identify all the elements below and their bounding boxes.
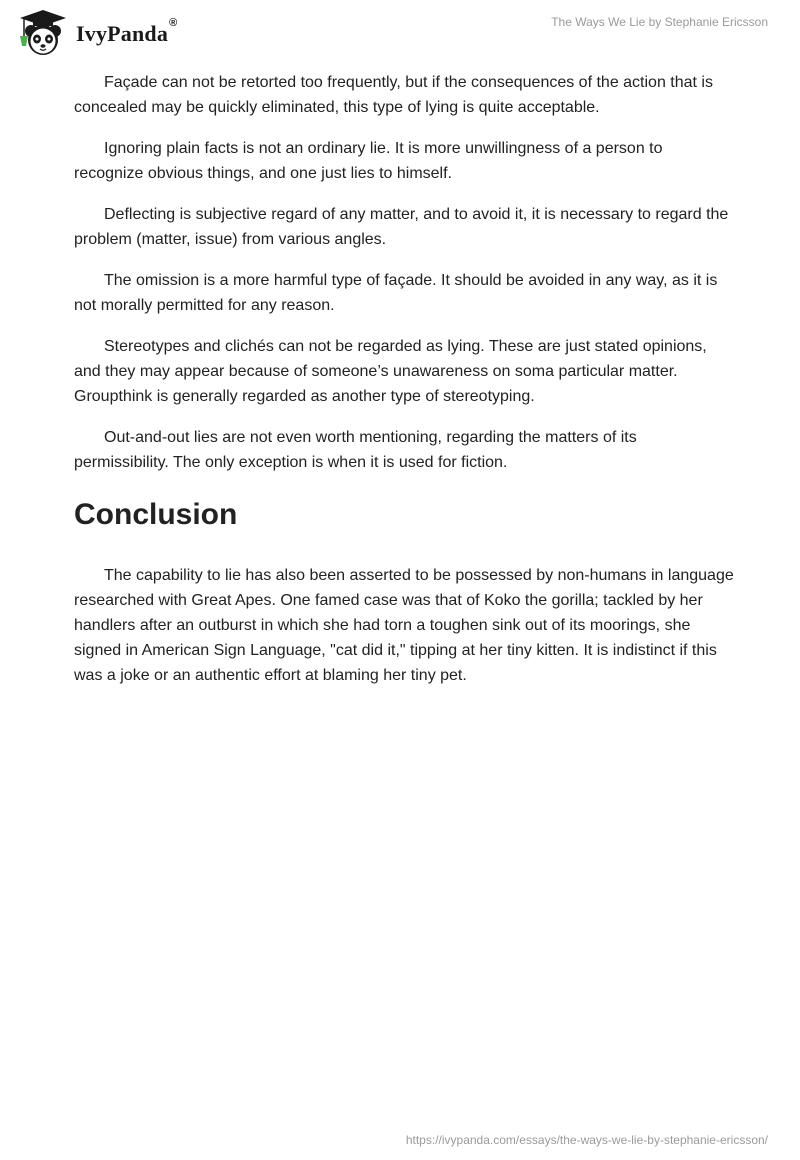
essay-content	[74, 70, 734, 704]
paragraph-omission: The omission is a more harmful type of façade. It should be avoided in any way, as it is not morally permitted for any reason.	[74, 272, 718, 314]
paragraph-stereotypes: Stereotypes and clichés can not be regarded as lying. These are just stated opinions, and they may appear because of someone’s unawareness on soma particular matter. Groupthink is generally regarded as another type of stereotyping.	[74, 338, 707, 405]
paragraph-out-and-out-lies: Out-and-out lies are not even worth mentioning, regarding the matters of its permissibility. The only exception is when it is used for fiction.	[74, 429, 637, 471]
logo-text	[76, 17, 178, 47]
document-title: The Ways We Lie by Stephanie Ericsson	[551, 15, 768, 29]
paragraph-ignoring-facts: Ignoring plain facts is not an ordinary lie. It is more unwillingness of a person to recognize obvious things, and one just lies to himself.	[74, 140, 663, 182]
conclusion-heading: Conclusion	[74, 498, 238, 531]
paragraph-facade: Façade can not be retorted too frequently, but if the consequences of the action that is concealed may be quickly eliminated, this type of lying is quite acceptable.	[74, 74, 713, 116]
panda-graduation-cap-icon	[16, 8, 70, 58]
registered-mark: ®	[169, 17, 178, 29]
logo-name: IvyPanda	[76, 21, 169, 46]
page-header	[0, 0, 800, 64]
source-url[interactable]: https://ivypanda.com/essays/the-ways-we-lie-by-stephanie-ericsson/	[405, 1133, 768, 1147]
paragraph-deflecting: Deflecting is subjective regard of any matter, and to avoid it, it is necessary to regard the problem (matter, issue) from various angles.	[74, 206, 729, 248]
ivypanda-logo[interactable]	[16, 8, 177, 58]
paragraph-conclusion: The capability to lie has also been asserted to be possessed by non-humans in language researched with Great Apes. One famed case was that of Koko the gorilla; tackled by her handlers after an outburst in which she had torn a toughen sink out of its moorings, she signed in American Sign Language, "cat did it," tipping at her tiny kitten. It is indistinct if this was a joke or an authentic effort at blaming her tiny pet.	[74, 567, 734, 684]
